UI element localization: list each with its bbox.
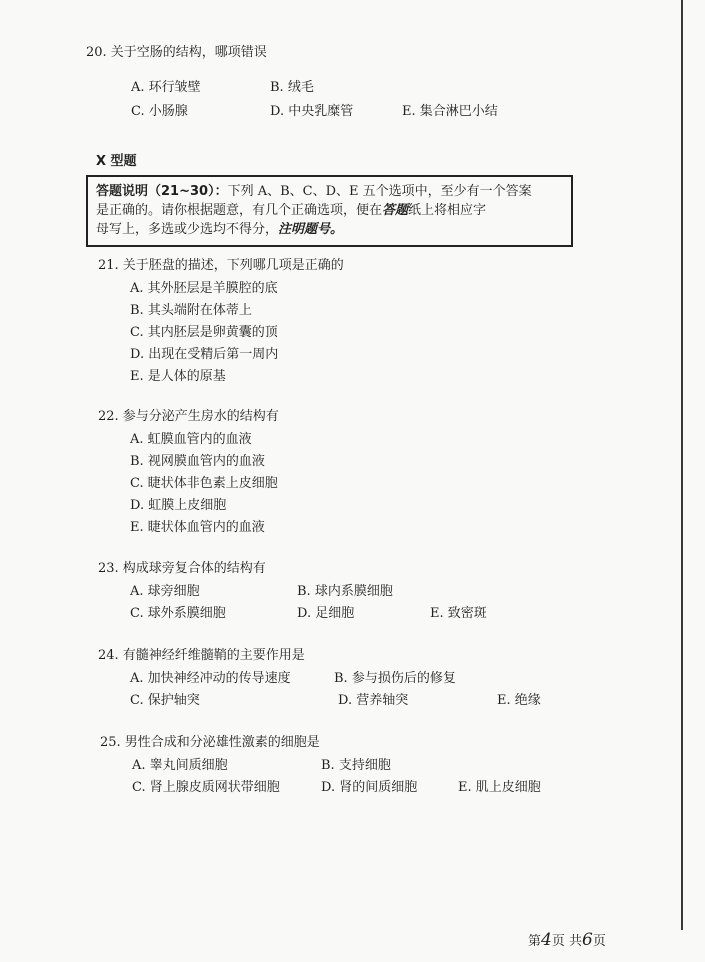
question-20-option-c: C. 小肠腺 (131, 104, 188, 119)
question-22-option-b: B. 视网膜血管内的血液 (130, 454, 265, 469)
instruction-line2-pre: 是正确的。请你根据题意，有几个正确选项，便在 (96, 203, 383, 218)
question-22-option-d: D. 虹膜上皮细胞 (130, 498, 227, 513)
question-21-option-c: C. 其内胚层是卵黄囊的顶 (130, 325, 278, 340)
question-24-option-a: A. 加快神经冲动的传导速度 (130, 671, 291, 686)
question-24-option-d: D. 营养轴突 (338, 693, 409, 708)
footer-middle: 页 共 (551, 934, 582, 949)
question-20-option-e: E. 集合淋巴小结 (402, 104, 498, 119)
question-24-option-b: B. 参与损伤后的修复 (334, 671, 456, 686)
question-22-option-e: E. 睫状体血管内的血液 (130, 520, 265, 535)
question-25-option-c: C. 肾上腺皮质网状带细胞 (132, 780, 280, 795)
question-23-stem: 23. 构成球旁复合体的结构有 (98, 561, 266, 576)
question-23-option-d: D. 足细胞 (297, 606, 355, 621)
instruction-lead: 答题说明（21~30）： (96, 184, 228, 199)
question-25-option-b: B. 支持细胞 (321, 758, 391, 773)
right-margin-rule (681, 0, 683, 930)
question-23-option-e: E. 致密斑 (430, 606, 487, 621)
question-20-option-d: D. 中央乳糜管 (270, 104, 354, 119)
question-25-option-e: E. 肌上皮细胞 (458, 780, 541, 795)
question-23-option-b: B. 球内系膜细胞 (297, 584, 393, 599)
current-page-number: 4 (541, 930, 552, 950)
question-21-option-e: E. 是人体的原基 (130, 369, 226, 384)
question-21-stem: 21. 关于胚盘的描述，下列哪几项是正确的 (98, 258, 344, 273)
question-24-option-e: E. 绝缘 (497, 693, 541, 708)
question-21-option-b: B. 其头端附在体蒂上 (130, 303, 252, 318)
question-22-option-a: A. 虹膜血管内的血液 (130, 432, 252, 447)
footer-prefix: 第 (528, 934, 542, 949)
question-22-stem: 22. 参与分泌产生房水的结构有 (98, 409, 279, 424)
instruction-line1-text: 下列 A、B、C、D、E 五个选项中，至少有一个答案 (227, 184, 532, 199)
instruction-line-1 (96, 182, 563, 201)
question-24-option-c: C. 保护轴突 (130, 693, 200, 708)
question-20-option-a: A. 环行皱壁 (131, 80, 201, 95)
question-21-option-d: D. 出现在受精后第一周内 (130, 347, 279, 362)
instruction-box (86, 175, 573, 247)
instruction-line-2 (96, 201, 563, 220)
question-23-option-c: C. 球外系膜细胞 (130, 606, 226, 621)
question-24-stem: 24. 有髓神经纤维髓鞘的主要作用是 (98, 648, 305, 663)
question-21-option-a: A. 其外胚层是羊膜腔的底 (130, 281, 278, 296)
handwritten-note-question-number: 注明题号。 (278, 222, 344, 237)
question-20-option-b: B. 绒毛 (270, 80, 314, 95)
question-22-option-c: C. 睫状体非色素上皮细胞 (130, 476, 278, 491)
question-25-stem: 25. 男性合成和分泌雄性激素的细胞是 (100, 735, 320, 750)
question-20-stem: 20. 关于空肠的结构，哪项错误 (86, 45, 267, 60)
question-23-option-a: A. 球旁细胞 (130, 584, 200, 599)
instruction-line2-post: 纸上将相应字 (408, 203, 487, 218)
total-page-count: 6 (581, 930, 593, 950)
footer-suffix: 页 (592, 934, 606, 949)
section-title-x-type: X 型题 (96, 154, 137, 169)
page-number-footer (528, 930, 606, 950)
handwritten-answer-sheet: 答题 (382, 203, 409, 218)
question-25-option-d: D. 肾的间质细胞 (321, 780, 418, 795)
question-25-option-a: A. 睾丸间质细胞 (132, 758, 228, 773)
instruction-line3-pre: 母写上，多选或少选均不得分， (96, 222, 279, 237)
instruction-line-3 (96, 220, 563, 239)
